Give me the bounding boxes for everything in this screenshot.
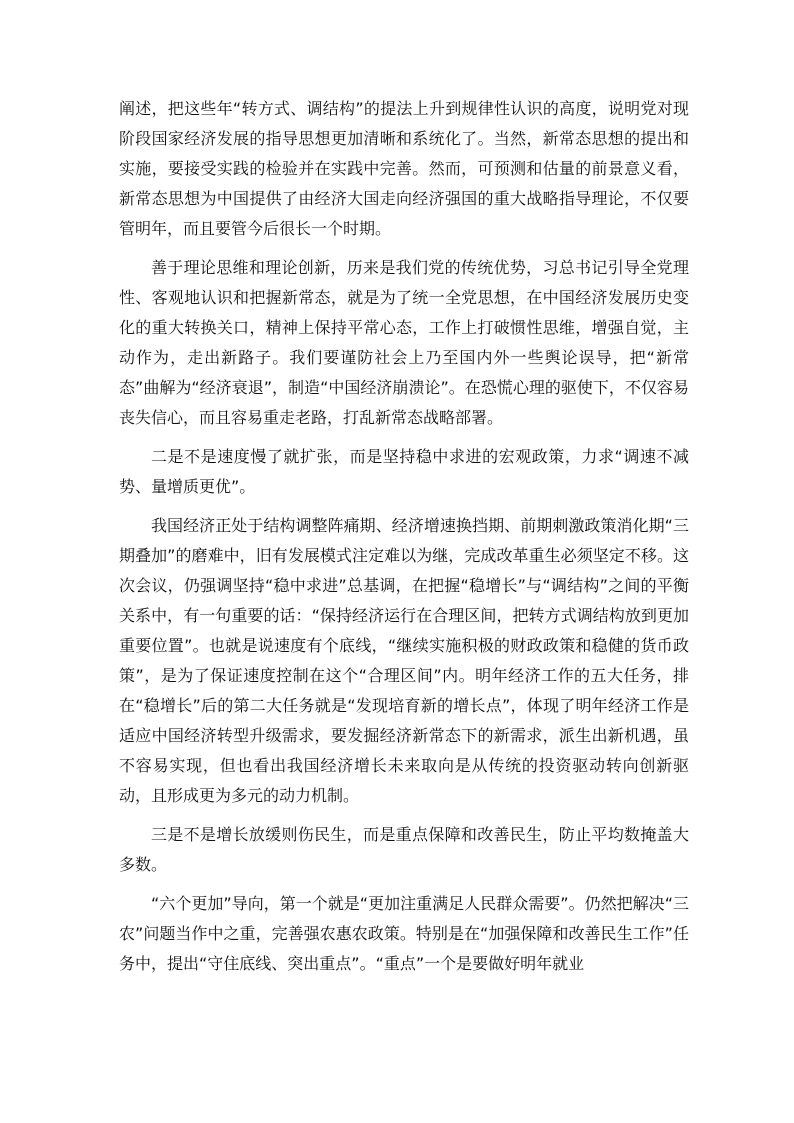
paragraph-3: 二是不是速度慢了就扩张，而是坚持稳中求进的宏观政策，力求“调速不减势、量增质更优”。 <box>119 447 689 496</box>
paragraph-6: “六个更加”导向，第一个就是“更加注重满足人民群众需要”。仍然把解决“三农”问题当作中之重，完善强农惠农政策。特别是在“加强保障和改善民生工作”任务中，提出“守住底线、突出重点”。“重点”一个是要做好明年就业 <box>119 894 689 973</box>
paragraph-1: 阐述，把这些年“转方式、调结构”的提法上升到规律性认识的高度，说明党对现阶段国家经济发展的指导思想更加清晰和系统化了。当然，新常态思想的提出和实施，要接受实践的检验并在实践中完善。然而，可预测和估量的前景意义看，新常态思想为中国提供了由经济大国走向经济强国的重大战略指导理论，不仅要管明年，而且要管今后很长一个时期。 <box>119 99 689 238</box>
paragraph-4: 我国经济正处于结构调整阵痛期、经济增速换挡期、前期刺激政策消化期“三期叠加”的磨难中，旧有发展模式注定难以为继，完成改革重生必须坚定不移。这次会议，仍强调坚持“稳中求进”总基调，在把握“稳增长”与“调结构”之间的平衡关系中，有一句重要的话：“保持经济运行在合理区间，把转方式调结构放到更加重要位置”。也就是说速度有个底线，“继续实施积极的财政政策和稳健的货币政策”，是为了保证速度控制在这个“合理区间”内。明年经济工作的五大任务，排在“稳增长”后的第二大任务就是“发现培育新的增长点”，体现了明年经济工作是适应中国经济转型升级需求，要发掘经济新常态下的新需求，派生出新机遇，虽不容易实现，但也看出我国经济增长未来取向是从传统的投资驱动转向创新驱动，且形成更为多元的动力机制。 <box>119 516 689 805</box>
paragraph-2: 善于理论思维和理论创新，历来是我们党的传统优势，习总书记引导全党理性、客观地认识和把握新常态，就是为了统一全党思想，在中国经济发展历史变化的重大转换关口，精神上保持平常心态，工作上打破惯性思维，增强自觉，主动作为，走出新路子。我们要谨防社会上乃至国内外一些舆论误导，把“新常态”曲解为“经济衰退”，制造“中国经济崩溃论”。在恐慌心理的驱使下，不仅容易丧失信心，而且容易重走老路，打乱新常态战略部署。 <box>119 258 689 427</box>
paragraph-5: 三是不是增长放缓则伤民生，而是重点保障和改善民生，防止平均数掩盖大多数。 <box>119 825 689 874</box>
document-page <box>119 94 689 988</box>
